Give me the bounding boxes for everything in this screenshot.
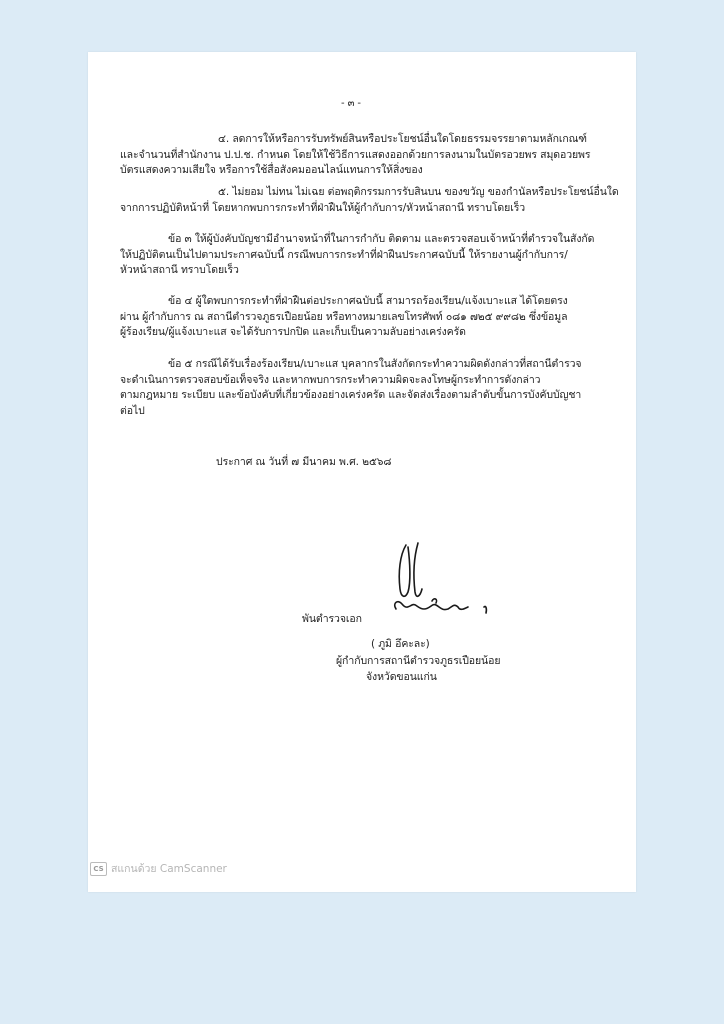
clause5-line2: จะดำเนินการตรวจสอบข้อเท็จจริง และหากพบการกระทำความผิดจะลงโทษผู้กระทำการดังกล่าว: [120, 374, 541, 386]
signature-province: จังหวัดขอนแก่น: [366, 671, 437, 683]
signature-rank: พันตำรวจเอก: [302, 613, 362, 625]
clause5-line1: ข้อ ๕ กรณีได้รับเรื่องร้องเรียน/เบาะแส บุคลากรในสังกัดกระทำความผิดดังกล่าวที่สถานีตำรวจ: [168, 358, 582, 370]
clause3-line1: ข้อ ๓ ให้ผู้บังคับบัญชามีอำนาจหน้าที่ในการกำกับ ติดตาม และตรวจสอบเจ้าหน้าที่ตำรวจในสังกัด: [168, 233, 595, 245]
camscanner-text: สแกนด้วย CamScanner: [111, 863, 227, 875]
clause5-line3: ตามกฎหมาย ระเบียบ และข้อบังคับที่เกี่ยวข้องอย่างเคร่งครัด และจัดส่งเรื่องตามลำดับขั้นการบังคับบัญชา: [120, 389, 582, 401]
signature-position: ผู้กำกับการสถานีตำรวจภูธรเปือยน้อย: [336, 655, 501, 667]
clause5-line4: ต่อไป: [120, 405, 145, 417]
item5-line1: ๕. ไม่ยอม ไม่ทน ไม่เฉย ต่อพฤติกรรมการรับสินบน ของขวัญ ของกำนัลหรือประโยชน์อื่นใด: [218, 186, 619, 198]
item4-line2: และจำนวนที่สำนักงาน ป.ป.ช. กำหนด โดยให้ใช้วิธีการแสดงออกด้วยการลงนามในบัตรอวยพร สมุดอวยพร: [120, 149, 591, 161]
clause3-line3: หัวหน้าสถานี ทราบโดยเร็ว: [120, 264, 239, 276]
camscanner-icon: CS: [90, 862, 107, 876]
clause4-line1: ข้อ ๔ ผู้ใดพบการกระทำที่ฝ่าฝืนต่อประกาศฉบับนี้ สามารถร้องเรียน/แจ้งเบาะแส ได้โดยตรง: [168, 295, 568, 307]
camscanner-watermark: [90, 860, 227, 877]
item4-line1: ๔. ลดการให้หรือการรับทรัพย์สินหรือประโยชน์อื่นใดโดยธรรมจรรยาตามหลักเกณฑ์: [218, 133, 587, 145]
clause4-line3: ผู้ร้องเรียน/ผู้แจ้งเบาะแส จะได้รับการปกปิด และเก็บเป็นความลับอย่างเคร่งครัด: [120, 326, 466, 338]
item4-line3: บัตรแสดงความเสียใจ หรือการใช้สื่อสังคมออนไลน์แทนการให้สิ่งของ: [120, 164, 423, 176]
clause3-line2: ให้ปฏิบัติตนเป็นไปตามประกาศฉบับนี้ กรณีพบการกระทำที่ฝ่าฝืนประกาศฉบับนี้ ให้รายงานผู้กำกับการ/: [120, 249, 568, 261]
signature-name: ( ภูมิ อึคะละ): [371, 638, 430, 650]
item5-line2: จากการปฏิบัติหน้าที่ โดยหากพบการกระทำที่ฝ่าฝืนให้ผู้กำกับการ/หัวหน้าสถานี ทราบโดยเร็ว: [120, 202, 526, 214]
page-number: - ๓ -: [341, 98, 361, 109]
handwritten-signature: [388, 537, 528, 627]
clause4-line2: ผ่าน ผู้กำกับการ ณ สถานีตำรวจภูธรเปือยน้อย หรือทางหมายเลขโทรศัพท์ ๐๘๑ ๗๒๕ ๙๙๘๒ ซึ่งข้อมูล: [120, 311, 568, 323]
document-page: [88, 52, 636, 892]
announcement-date: ประกาศ ณ วันที่ ๗ มีนาคม พ.ศ. ๒๕๖๘: [216, 456, 392, 468]
